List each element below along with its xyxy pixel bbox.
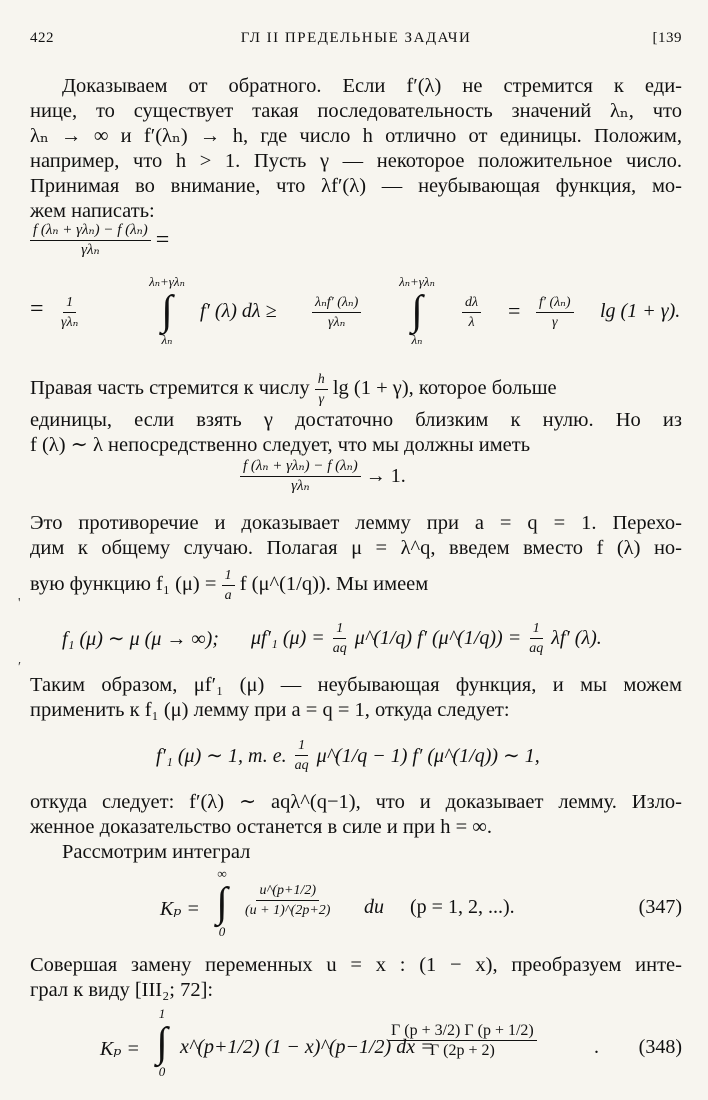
integral-sign: ∫ [216, 880, 228, 926]
integral-348: 1 ∫ 0 [150, 1006, 174, 1080]
gamma-ratio: $\frac{\Gamma (p + 3/2) \Gamma (p + 1/2)}{\Gamma (2p + 2)}$ [388, 1022, 537, 1059]
text-line: единицы, если взять γ достаточно близким к нулю. Но из [30, 409, 682, 431]
text-line: f (λ) ∼ λ непосредственно следует, что мы должны иметь [30, 434, 531, 456]
integral-sign: ∫ [161, 288, 173, 334]
equation-1-lhs: $\frac{\text{f (λₙ + γλₙ) − f (λₙ)}}{\text{γλₙ}}$ = [30, 222, 169, 259]
text-line: применить к f₁ (μ) лемму при a = q = 1, откуда следует: [30, 699, 510, 721]
one-over-aq: $\frac{1}{aq}$ [529, 621, 544, 656]
scan-mark: ' [18, 596, 21, 611]
text-line: откуда следует: f′(λ) ∼ aqλ^(q−1), что и доказывает лемму. Изло- [30, 791, 682, 813]
chapter-title: ГЛ II ПРЕДЕЛЬНЫЕ ЗАДАЧИ [240, 30, 472, 46]
text-line: Доказываем от обратного. Если f′(λ) не стремится к еди- [62, 75, 682, 97]
text-line: дим к общему случаю. Полагая μ = λ^q, введем вместо f (λ) но- [30, 537, 682, 559]
paragraph-substitution [30, 953, 682, 1003]
text-line: женное доказательство останется в силе и при h = ∞. [30, 816, 493, 838]
equation-1-rhs: = 1 γλₙ λₙ+γλₙ ∫ λₙ f′ (λ) dλ ≥ λₙf′ (λₙ) γλₙ λₙ+γλₙ ∫ λₙ $\frac{d\lambda}{\lambda}$ = $\frac{\text{f′ (λₙ)}}{\gamma}$ lg (1 + γ). [30, 274, 681, 347]
text-line: вую функцию f₁ (μ) = $\frac{1}{a}$ f (μ^(1/q)). Мы имеем [30, 568, 429, 603]
coefficient-fraction: 1 γλₙ [61, 295, 79, 330]
scan-mark: ′ [18, 660, 22, 675]
one-over-aq: $\frac{1}{aq}$ [294, 738, 309, 773]
paragraph-contradiction [30, 511, 682, 604]
text-line: Рассмотрим интеграл [62, 841, 251, 863]
text-line: Это противоречие и доказывает лемму при a = q = 1. Перехо- [30, 512, 682, 534]
coefficient-fraction: λₙf′ (λₙ) γλₙ [312, 294, 361, 331]
integral-2: λₙ+γλₙ ∫ λₙ [388, 274, 446, 348]
equation-2: $\frac{\text{f (λₙ + γλₙ) − f (λₙ)}}{\text{γλₙ}}$ → 1. [240, 458, 406, 495]
difference-quotient: $\frac{\text{f (λₙ + γλₙ) − f (λₙ)}}{\text{γλₙ}}$ [240, 458, 361, 495]
derivative-over-gamma: $\frac{\text{f′ (λₙ)}}{\gamma}$ [536, 294, 574, 331]
text-line: λₙ → ∞ и f′(λₙ) → h, где число h отлично от единицы. Положим, [30, 125, 682, 147]
paragraph-proof-intro [30, 74, 682, 224]
text-line: грал к виду [III₂; 72]: [30, 979, 214, 1001]
paragraph-right-side [30, 371, 682, 458]
equation-number-348: (348) [638, 1036, 682, 1058]
integrand-fraction: $\frac{u\^{}(p+1/2)}{(u + 1)\^{}(2p+2)}$ [245, 883, 331, 918]
equation-348: Kₚ = 1 ∫ 0 x^(p+1/2) (1 − x)^(p−1/2) dx = $\frac{\Gamma (p + 3/2) \Gamma (p + 1/2)}{\Gamma (2p + 2)}$ . [100, 1006, 599, 1079]
integral-sign: ∫ [156, 1020, 168, 1066]
integral-347: ∞ ∫ 0 [210, 866, 234, 940]
page-number: 422 [30, 30, 54, 46]
text-line: Принимая во внимание, что λf′(λ) — неубывающая функция, мо- [30, 175, 682, 197]
one-over-aq: $\frac{1}{aq}$ [332, 621, 347, 656]
difference-quotient: $\frac{\text{f (λₙ + γλₙ) − f (λₙ)}}{\text{γλₙ}}$ [30, 222, 151, 259]
h-over-gamma: $\frac{h}{\gamma}$ [315, 371, 328, 408]
text-line: нице, то существует такая последовательность значений λₙ, что [30, 100, 682, 122]
running-header [30, 30, 682, 54]
text-line: Таким образом, μf′₁ (μ) — неубывающая функция, и мы можем [30, 674, 682, 696]
section-number: [139 [652, 30, 682, 46]
text-line: Правая часть стремится к числу $\frac{h}{\gamma}$ lg (1 + γ), которое больше [30, 372, 557, 407]
one-over-a: $\frac{1}{a}$ [222, 567, 235, 604]
text-line: Совершая замену переменных u = x : (1 − x), преобразуем инте- [30, 954, 682, 976]
text-line: жем написать: [30, 200, 155, 222]
equation-4: f′₁ (μ) ∼ 1, т. е. $\frac{1}{aq}$ μ^(1/q − 1) f′ (μ^(1/q)) ∼ 1, [156, 738, 540, 773]
dlambda-over-lambda: $\frac{d\lambda}{\lambda}$ [462, 294, 481, 331]
paragraph-nondecreasing [30, 673, 682, 723]
equation-number-347: (347) [638, 896, 682, 918]
integral-1: λₙ+γλₙ ∫ λₙ [138, 274, 196, 348]
integral-sign: ∫ [411, 288, 423, 334]
equation-347: Kₚ = ∞ ∫ 0 $\frac{u\^{}(p+1/2)}{(u + 1)\^{}(2p+2)}$ du (p = 1, 2, ...). [160, 866, 515, 939]
text-line: например, что h > 1. Пусть γ — некоторое положительное число. [30, 150, 682, 172]
equation-3: f₁ (μ) ∼ μ (μ → ∞); μf′₁ (μ) = $\frac{1}{aq}$ μ^(1/q) f′ (μ^(1/q)) = $\frac{1}{aq}$ λf′ (λ). [62, 621, 602, 656]
paragraph-conclusion [30, 790, 682, 865]
